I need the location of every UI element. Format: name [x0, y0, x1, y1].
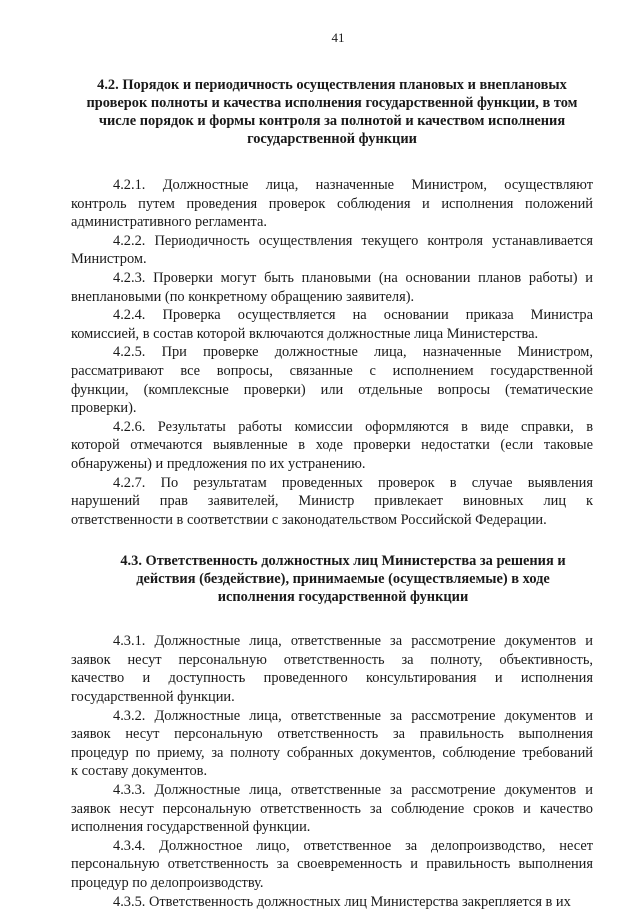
paragraph [71, 232, 593, 269]
paragraph-line: 4.2.2. Периодичность осуществления текущего контроля устанавливается [113, 232, 593, 249]
page-number: 41 [331, 30, 345, 45]
paragraph-line: 4.3.1. Должностные лица, ответственные за рассмотрение документов и [113, 633, 593, 650]
paragraph [71, 418, 593, 474]
paragraph-line: 4.3.4. Должностное лицо, ответственное за делопроизводство, несет [113, 837, 593, 854]
paragraph-line: ответственности в соответствии с законодательством Российской Федерации. [71, 511, 547, 528]
paragraph-line: процедур по приему, за полноту собранных документов, соблюдение требований [71, 744, 593, 761]
paragraph-line: заявок несут персональную ответственность за правильность выполнения [71, 726, 593, 743]
heading-line: государственной функции [247, 131, 417, 147]
paragraph-line: 4.3.2. Должностные лица, ответственные за рассмотрение документов и [113, 707, 593, 724]
section-body-4-3 [71, 632, 593, 911]
heading-line: действия (бездействие), принимаемые (осуществляемые) в ходе [136, 571, 550, 588]
paragraph-line: персональную ответственность за своевременность и правильность выполнения [71, 856, 593, 873]
paragraph [71, 893, 593, 911]
paragraph-line: 4.2.7. По результатам проведенных проверок в случае выявления [113, 474, 593, 491]
paragraph [71, 707, 593, 781]
paragraph-line: 4.2.3. Проверки могут быть плановыми (на основании планов работы) и [113, 269, 593, 286]
paragraph [71, 343, 593, 417]
paragraph-line: административного регламента. [71, 214, 267, 231]
paragraph-line: заявок несут персональную ответственность за полноту, объективность, [71, 651, 593, 668]
heading-line: исполнения государственной функции [217, 589, 469, 606]
section-body-4-2 [71, 176, 593, 529]
section-heading-4-3 [71, 552, 593, 606]
heading-line: 4.3. Ответственность должностных лиц Министерства за решения и [120, 553, 566, 570]
paragraph [71, 837, 593, 893]
paragraph-line: 4.2.5. При проверке должностные лица, назначенные Министром, [113, 344, 593, 361]
paragraph [71, 474, 593, 530]
section-heading-4-2 [71, 76, 593, 148]
paragraph-line: Министром. [71, 251, 147, 268]
paragraph-line: 4.3.3. Должностные лица, ответственные за рассмотрение документов и [113, 782, 593, 799]
paragraph [71, 269, 593, 306]
paragraph-line: 4.2.1. Должностные лица, назначенные Министром, осуществляют [113, 177, 593, 193]
paragraph-line: функции, (комплексные проверки) или отдельные вопросы (тематические [71, 381, 593, 398]
heading-line: проверок полноты и качества исполнения государственной функции, в том [86, 95, 578, 111]
paragraph-line: которой отмечаются выявленные в ходе проверки недостатки (если таковые [71, 437, 593, 454]
paragraph-line: 4.2.6. Результаты работы комиссии оформляются в виде справки, в [113, 418, 593, 435]
heading-line: 4.2. Порядок и периодичность осуществления плановых и внеплановых [97, 77, 567, 93]
paragraph [71, 176, 593, 232]
paragraph-line: проверки). [71, 400, 137, 417]
paragraph-line: 4.2.4. Проверка осуществляется на основании приказа Министра [113, 307, 593, 324]
paragraph-line: качество и доступность проведенного консультирования и исполнения [71, 670, 593, 687]
paragraph-line: комиссией, в состав которой включаются должностные лица Министерства. [71, 325, 539, 342]
heading-line: числе порядок и формы контроля за полнотой и качеством исполнения [98, 113, 566, 129]
paragraph [71, 306, 593, 343]
paragraph-line: рассматривают все вопросы, связанные с исполнением государственной [71, 362, 593, 379]
paragraph [71, 781, 593, 837]
paragraph-line: процедур по делопроизводству. [71, 875, 264, 891]
paragraph-line: нарушений прав заявителей, Министр привлекает виновных лиц к [71, 493, 593, 510]
paragraph [71, 632, 593, 706]
paragraph-line: внеплановыми (по конкретному обращению заявителя). [71, 288, 415, 305]
paragraph-line: заявок несут персональную ответственность за соблюдение сроков и качество [71, 800, 593, 817]
paragraph-line: исполнения государственной функции. [71, 819, 311, 836]
paragraph-line: 4.3.5. Ответственность должностных лиц Министерства закрепляется в их [113, 893, 571, 910]
paragraph-line: к составу документов. [71, 763, 208, 780]
paragraph-line: контроль путем проведения проверок соблюдения и исполнения положений [71, 195, 593, 212]
paragraph-line: государственной функции. [71, 689, 235, 706]
paragraph-line: обнаружены) и предложения по их устранению. [71, 455, 366, 472]
